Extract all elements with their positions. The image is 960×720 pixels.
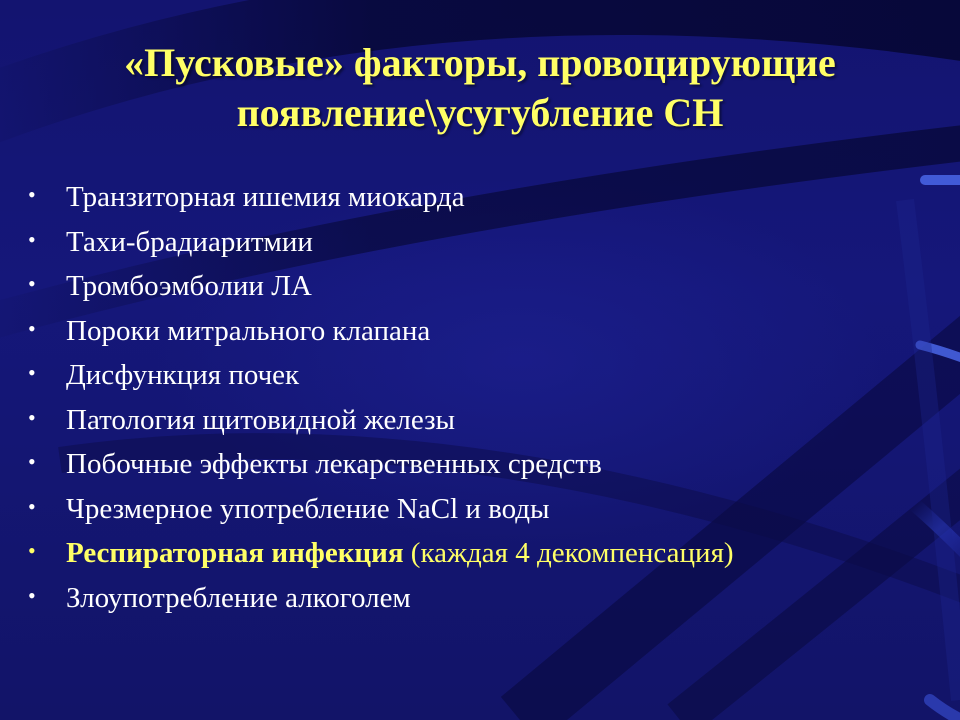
bullet-dot: • <box>28 493 36 519</box>
list-item-text: Тромбоэмболии ЛА <box>66 270 312 302</box>
list-item <box>28 220 908 265</box>
bullet-dot: • <box>28 404 36 430</box>
bullet-dot: • <box>28 271 36 296</box>
bullet-dot: • <box>28 182 36 207</box>
list-item-highlighted <box>28 531 908 576</box>
list-item-text: Патология щитовидной железы <box>66 403 456 436</box>
list-item <box>28 353 908 398</box>
list-item <box>28 442 908 487</box>
bullet-dot: • <box>28 538 36 563</box>
bullet-dot: • <box>28 360 36 385</box>
bullet-dot: • <box>28 582 36 608</box>
list-item-text: Злоупотребление алкоголем <box>66 581 411 614</box>
list-item-text: Тахи-брадиаритмии <box>66 225 313 258</box>
bullet-dot: • <box>28 315 36 341</box>
list-item <box>28 398 908 443</box>
list-item <box>28 309 908 354</box>
list-item <box>28 264 908 309</box>
list-item <box>28 175 908 220</box>
list-item-text: Дисфункция почек <box>66 359 300 391</box>
bullet-list <box>28 175 908 620</box>
bullet-dot: • <box>28 449 36 474</box>
list-item-text: Пороки митрального клапана <box>66 314 431 347</box>
bullet-dot: • <box>28 226 36 252</box>
list-item-bold-text: Респираторная инфекция <box>66 537 404 569</box>
slide-title-line-2: появление\усугубление СН <box>236 90 724 135</box>
slide-title-line-1: «Пусковые» факторы, провоцирующие <box>124 40 836 85</box>
list-item-text: Транзиторная ишемия миокарда <box>66 181 465 213</box>
list-item <box>28 576 908 621</box>
list-item-text: Побочные эффекты лекарственных средств <box>66 448 602 480</box>
list-item-text: Чрезмерное употребление NaCl и воды <box>66 492 550 525</box>
list-item <box>28 487 908 532</box>
slide-title <box>40 38 920 138</box>
list-item-note-text: (каждая 4 декомпенсация) <box>403 537 734 569</box>
